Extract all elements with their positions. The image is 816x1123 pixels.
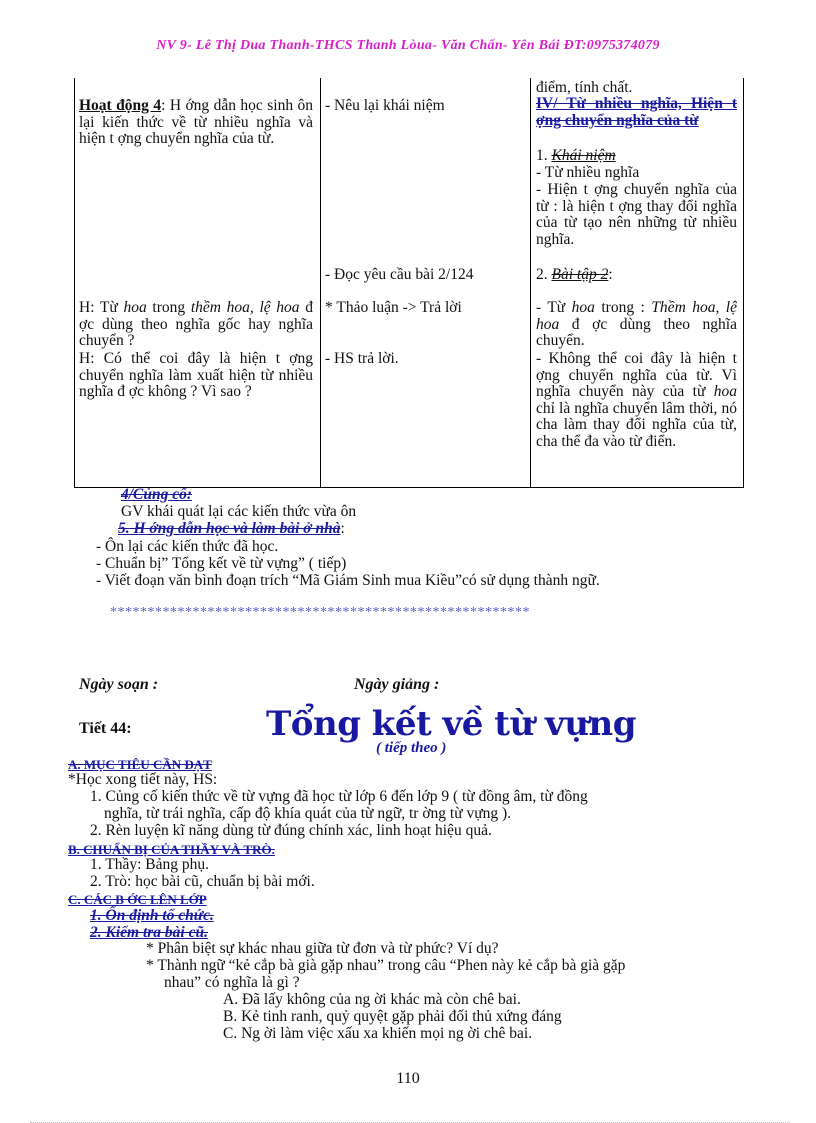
answer-2 <box>536 351 737 450</box>
activity-label: Hoạt động 4 <box>79 97 162 114</box>
section-c-heading: C. CÁC B ỚC LÊN LỚP <box>68 892 207 907</box>
content-top-line: điểm, tính chất. <box>536 79 633 96</box>
objectives-intro: *Học xong tiết này, HS: <box>68 771 218 788</box>
homework-heading <box>118 521 345 538</box>
page-header: NV 9- Lê Thị Dua Thanh-THCS Thanh Lòua- Văn Chấn- Yên Bái ĐT:0975374079 <box>156 38 660 53</box>
objective-1-line-1: 1. Củng cố kiến thức về từ vựng đã học từ lớp 6 đến lớp 9 ( từ đồng âm, từ đồng <box>90 788 588 805</box>
objective-1-line-2: nghĩa, từ trái nghĩa, cấp độ khía quát của từ ngữ, tr ờng từ vựng ). <box>104 805 512 822</box>
check-question-2-line-1: * Thành ngữ “kẻ cắp bà già gặp nhau” trong câu “Phen này kẻ cắp bà già gặp <box>146 957 626 974</box>
q1-part-b: trong <box>146 299 191 316</box>
lesson-subtitle: ( tiếp theo ) <box>376 740 447 756</box>
homework-item-3: - Viết đoạn văn bình đoạn trích “Mã Giám Sinh mua Kiều”có sử dụng thành ngữ. <box>96 572 600 589</box>
option-a: A. Đã lấy không của ng ời khác mà còn chê bai. <box>223 991 521 1008</box>
prep-student: 2. Trò: học bài cũ, chuẩn bị bài mới. <box>90 873 315 890</box>
homework-label: 5. H ớng dẫn học và làm bài ở nhà <box>118 520 341 537</box>
activity-description: : H ớng dẫn học sinh ôn lại kiến thức về từ nhiều nghĩa và hiện t ợng chuyển nghĩa của từ. <box>79 97 314 147</box>
prep-teacher: 1. Thầy: Bảng phụ. <box>90 856 209 873</box>
section-b-heading: B. CHUẨN BỊ CỦA THẦY VÀ TRÒ. <box>68 842 275 857</box>
homework-colon: : <box>340 520 345 537</box>
teacher-step-2: - Đọc yêu cầu bài 2/124 <box>325 266 474 283</box>
table-divider-2 <box>530 78 531 487</box>
prep-date-label: Ngày soạn : <box>79 676 159 693</box>
check-question-1: * Phân biệt sự khác nhau giữa từ đơn và từ phức? Ví dụ? <box>146 940 499 957</box>
step-2-check: 2. Kiểm tra bài cũ. <box>90 924 208 941</box>
exercise-colon: : <box>608 266 613 283</box>
teacher-step-1: - Nêu lại khái niệm <box>325 97 445 114</box>
concept-heading <box>536 148 737 165</box>
homework-item-2: - Chuẩn bị” Tổng kết về từ vựng” ( tiếp) <box>96 555 347 572</box>
a1-word-hoa: hoa <box>571 299 595 316</box>
q1-part-c: đ ợc dùng theo nghĩa gốc hay nghĩa chuyển ? <box>79 299 313 349</box>
concept-item-2: - Hiện t ợng chuyển nghĩa của từ : là hiện t ợng thay đổi nghĩa của từ tạo nên những từ nhiều nghĩa. <box>536 181 737 248</box>
a1-example: Thềm hoa, lệ hoa <box>536 299 737 333</box>
a2-part-a: - Không thể coi đây là hiện t ợng chuyển nghĩa của từ. Vì nghĩa chuyển này của từ <box>536 350 737 400</box>
option-c: C. Ng ời làm việc xấu xa khiến mọi ng ời chê bai. <box>223 1025 533 1042</box>
step-1-organize: 1. Ổn định tổ chức. <box>90 907 214 924</box>
teacher-step-4: - HS trả lời. <box>325 350 399 367</box>
separator-stars: ******************************************************** <box>110 605 530 620</box>
concept-label: Khái niệm <box>551 147 616 164</box>
a1-part-c: đ ợc dùng theo nghĩa chuyển. <box>536 315 737 349</box>
answer-1 <box>536 300 737 350</box>
objective-2: 2. Rèn luyện kĩ năng dùng từ đúng chính xác, linh hoạt hiệu quả. <box>90 822 492 839</box>
q1-part-a: H: Từ <box>79 299 124 316</box>
q1-example: thềm hoa, lệ hoa <box>190 299 300 316</box>
exercise-label: Bài tập 2 <box>551 266 609 283</box>
check-question-2-line-2: nhau” có nghĩa là gì ? <box>164 974 300 991</box>
exercise-number: 2. <box>536 266 552 283</box>
a2-part-b: chỉ là nghĩa chuyển lâm thời, nó cha làm thay đổi nghĩa của từ, cha thể đa vào từ điển. <box>536 399 737 450</box>
activity-4-text <box>79 98 313 148</box>
consolidation-text: GV khái quát lại các kiến thức vừa ôn <box>121 503 357 520</box>
teach-date-label: Ngày giảng : <box>354 676 440 693</box>
concept-number: 1. <box>536 147 552 164</box>
question-1 <box>79 300 313 350</box>
concept-item-1: - Từ nhiều nghĩa <box>536 164 640 181</box>
q1-word-hoa: hoa <box>123 299 147 316</box>
lesson-number: Tiết 44: <box>79 720 132 737</box>
lesson-table <box>74 78 744 488</box>
question-2: H: Có thể coi đây là hiện t ợng chuyển nghĩa làm xuất hiện từ nhiều nghĩa đ ợc không ? Vì sao ? <box>79 350 313 400</box>
option-b: B. Kẻ tinh ranh, quỷ quyệt gặp phải đối thủ xứng đáng <box>223 1008 562 1025</box>
exercise-2-heading <box>536 267 737 284</box>
homework-item-1: - Ôn lại các kiến thức đã học. <box>96 538 279 555</box>
section-iv-heading: IV/ Từ nhiều nghĩa, Hiện t ợng chuyển nghĩa của từ <box>536 95 737 129</box>
page-number: 110 <box>396 1070 420 1087</box>
a2-word-hoa: hoa <box>713 383 737 400</box>
table-divider-1 <box>320 78 321 487</box>
consolidation-heading: 4/Củng cố: <box>121 486 193 503</box>
a1-part-b: trong : <box>594 299 652 316</box>
section-a-heading: A. MỤC TIÊU CẦN ĐẠT <box>68 757 212 772</box>
lesson-title: Tổng kết về từ vựng <box>266 704 636 744</box>
teacher-step-3: * Thảo luận -> Trả lời <box>325 299 462 316</box>
a1-part-a: - Từ <box>536 299 572 316</box>
